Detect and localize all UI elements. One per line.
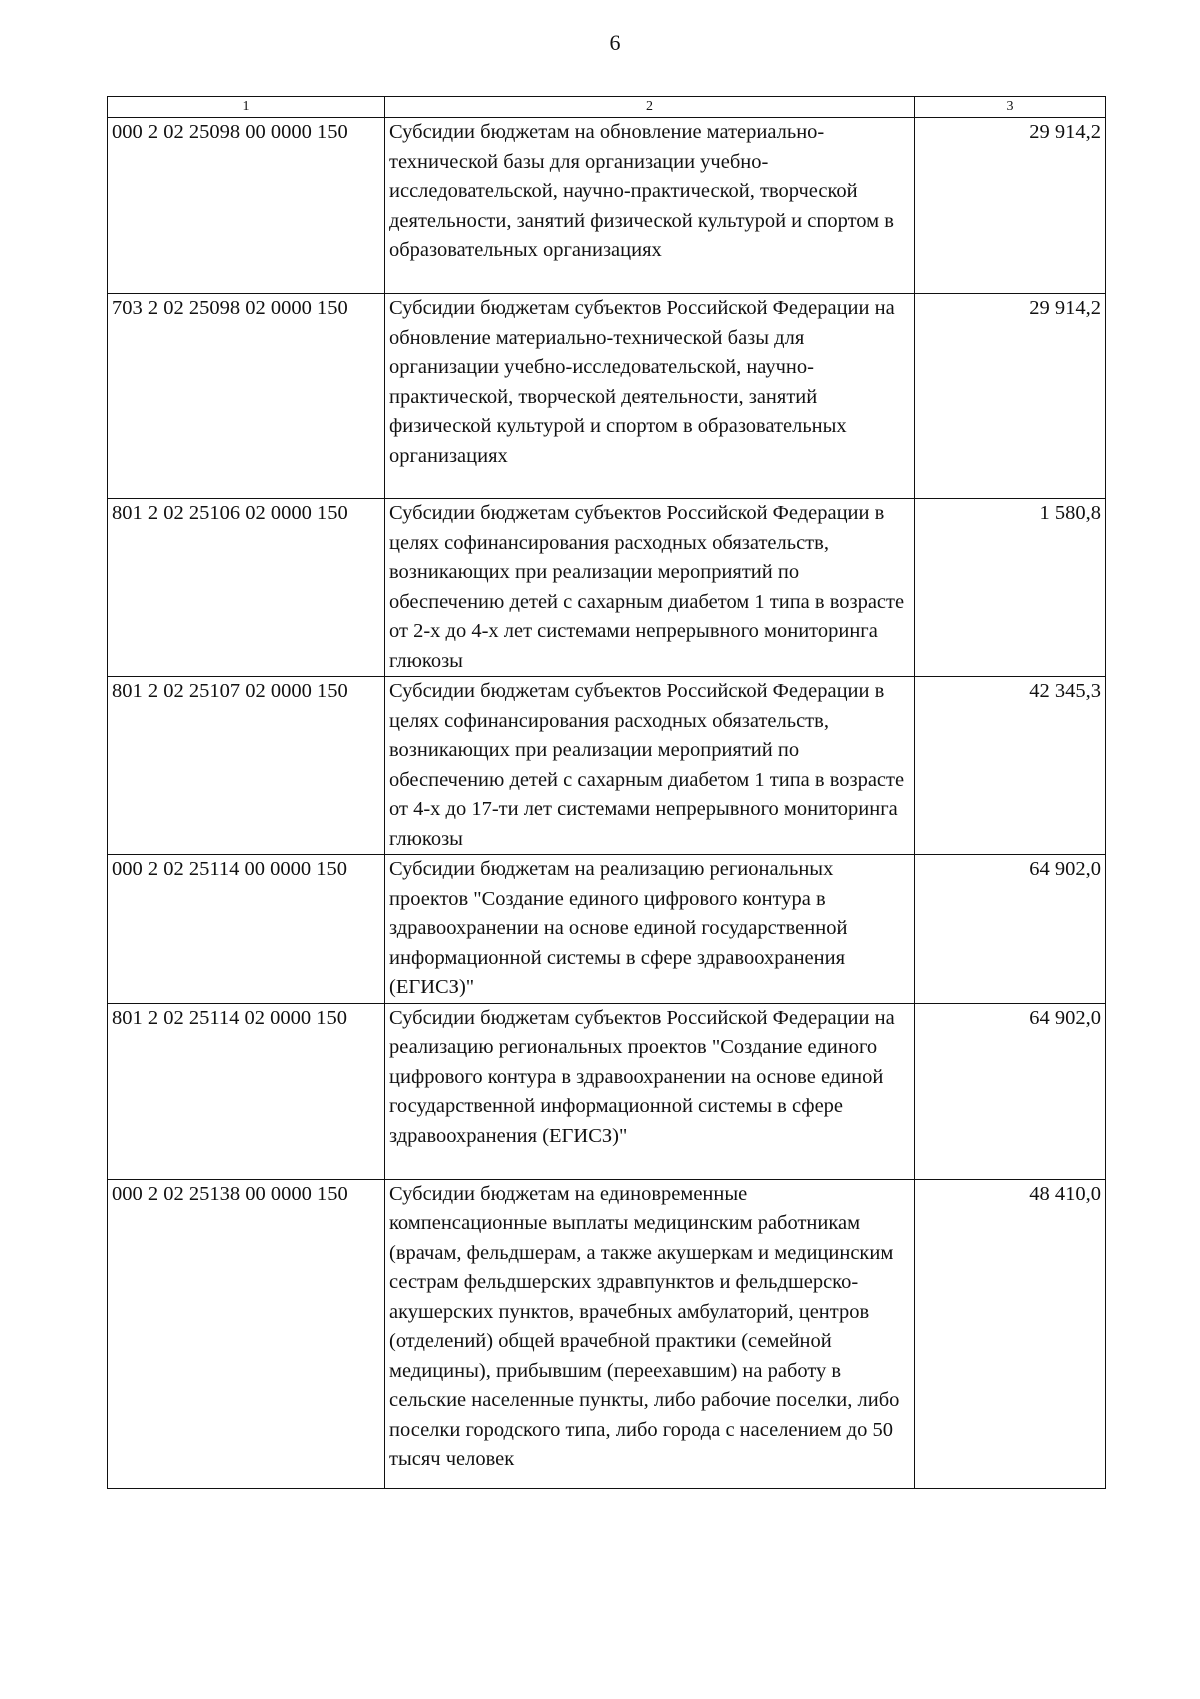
table-row: [108, 294, 1106, 499]
table-row: [108, 118, 1106, 294]
row-name: Субсидии бюджетам субъектов Российской Федерации на реализацию региональных проектов "Создание единого цифрового контура в здравоохранении на основе единой государственной информационной системы в сфере здравоохранения (ЕГИСЗ)": [385, 1003, 915, 1179]
row-code: 000 2 02 25138 00 0000 150: [108, 1179, 385, 1488]
row-code: 000 2 02 25098 00 0000 150: [108, 118, 385, 294]
table-row: [108, 1003, 1106, 1179]
row-amount: 1 580,8: [915, 499, 1106, 677]
row-code: 801 2 02 25106 02 0000 150: [108, 499, 385, 677]
table-header-row: [108, 97, 1106, 118]
table-row: [108, 677, 1106, 855]
row-amount: 29 914,2: [915, 294, 1106, 499]
row-code: 703 2 02 25098 02 0000 150: [108, 294, 385, 499]
row-name: Субсидии бюджетам на реализацию региональных проектов "Создание единого цифрового контура в здравоохранении на основе единой государственной информационной системы в сфере здравоохранения (ЕГИСЗ)": [385, 855, 915, 1004]
column-header-name: 2: [385, 97, 915, 118]
page-number: 6: [609, 30, 621, 55]
row-name: Субсидии бюджетам субъектов Российской Федерации в целях софинансирования расходных обязательств, возникающих при реализации мероприятий по обеспечению детей с сахарным диабетом 1 типа в возрасте от 2-х до 4-х лет системами непрерывного мониторинга глюкозы: [385, 499, 915, 677]
table-row: [108, 1179, 1106, 1488]
row-code: 000 2 02 25114 00 0000 150: [108, 855, 385, 1004]
row-amount: 64 902,0: [915, 1003, 1106, 1179]
row-code: 801 2 02 25114 02 0000 150: [108, 1003, 385, 1179]
row-name: Субсидии бюджетам на обновление материально-технической базы для организации учебно-исследовательской, научно-практической, творческой деятельности, занятий физической культурой и спортом в образовательных организациях: [385, 118, 915, 294]
row-name: Субсидии бюджетам субъектов Российской Федерации на обновление материально-технической базы для организации учебно-исследовательской, научно-практической, творческой деятельности, занятий физической культурой и спортом в образовательных организациях: [385, 294, 915, 499]
table-row: [108, 855, 1106, 1004]
row-amount: 48 410,0: [915, 1179, 1106, 1488]
budget-revenue-table: [107, 96, 1106, 1489]
row-amount: 64 902,0: [915, 855, 1106, 1004]
row-code: 801 2 02 25107 02 0000 150: [108, 677, 385, 855]
column-header-amount: 3: [915, 97, 1106, 118]
table-row: [108, 499, 1106, 677]
row-name: Субсидии бюджетам субъектов Российской Федерации в целях софинансирования расходных обязательств, возникающих при реализации мероприятий по обеспечению детей с сахарным диабетом 1 типа в возрасте от 4-х до 17-ти лет системами непрерывного мониторинга глюкозы: [385, 677, 915, 855]
row-amount: 42 345,3: [915, 677, 1106, 855]
column-header-code: 1: [108, 97, 385, 118]
row-name: Субсидии бюджетам на единовременные компенсационные выплаты медицинским работникам (врачам, фельдшерам, а также акушеркам и медицинским сестрам фельдшерских здравпунктов и фельдшерско-акушерских пунктов, врачебных амбулаторий, центров (отделений) общей врачебной практики (семейной медицины), прибывшим (переехавшим) на работу в сельские населенные пункты, либо рабочие поселки, либо поселки городского типа, либо города с населением до 50 тысяч человек: [385, 1179, 915, 1488]
row-amount: 29 914,2: [915, 118, 1106, 294]
